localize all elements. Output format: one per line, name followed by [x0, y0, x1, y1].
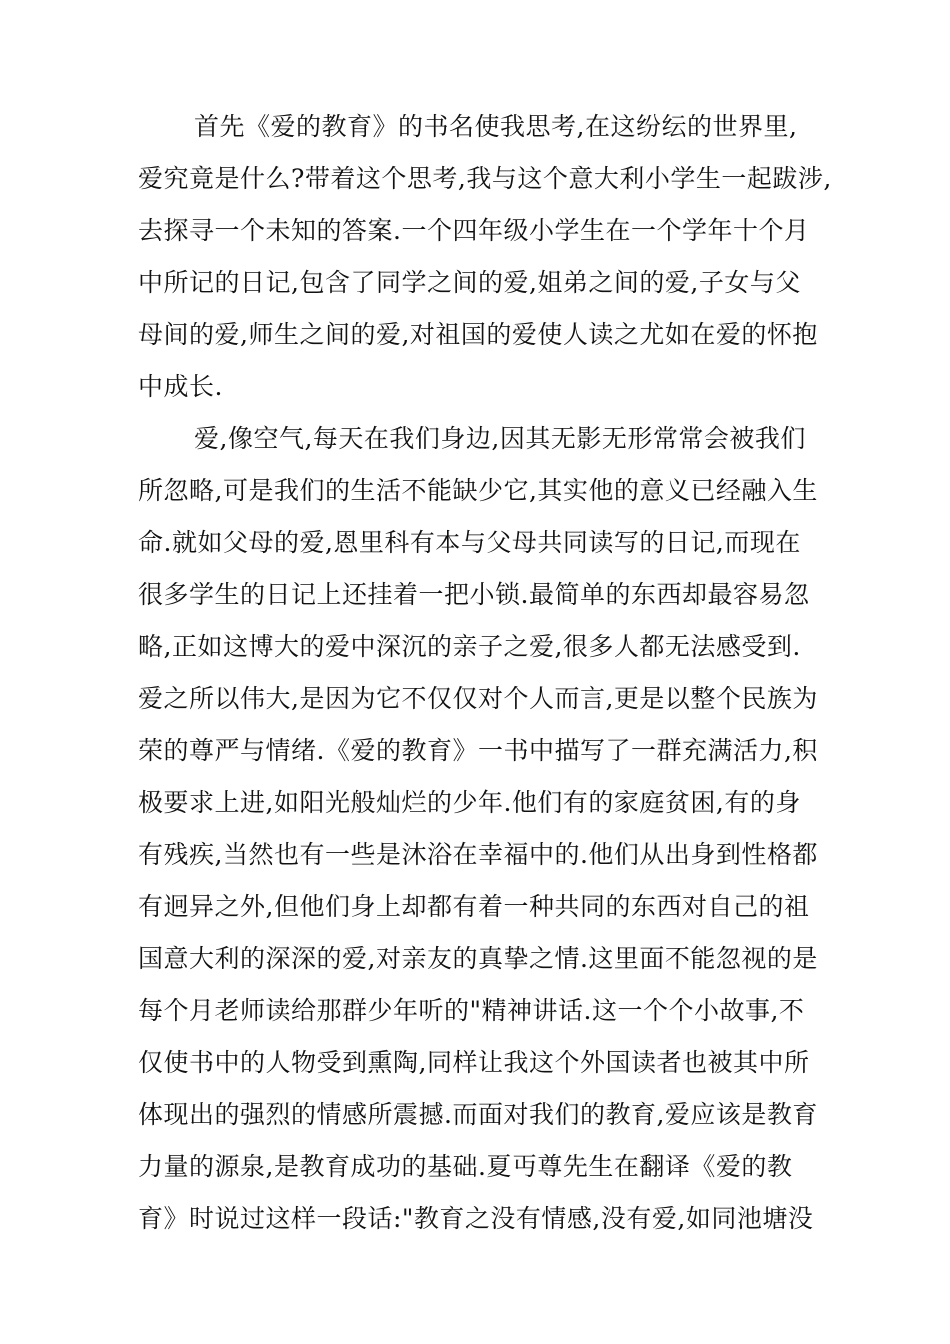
- text-line: 极要求上进,如阳光般灿烂的少年.他们有的家庭贫困,有的身: [138, 788, 801, 817]
- text-line: 体现出的强烈的情感所震撼.而面对我们的教育,爱应该是教育: [138, 1100, 818, 1129]
- document-body: [138, 101, 838, 1245]
- text-line: 中所记的日记,包含了同学之间的爱,姐弟之间的爱,子女与父: [138, 268, 801, 297]
- text-line: 育》时说过这样一段话:"教育之没有情感,没有爱,如同池塘没: [138, 1204, 814, 1233]
- text-line: 爱究竟是什么?带着这个思考,我与这个意大利小学生一起跋涉,: [138, 164, 832, 193]
- text-line: 中成长.: [138, 372, 223, 401]
- text-line: 仅使书中的人物受到熏陶,同样让我这个外国读者也被其中所: [138, 1048, 810, 1077]
- text-line: 爱,像空气,每天在我们身边,因其无影无形常常会被我们: [194, 424, 806, 453]
- text-line: 有迥异之外,但他们身上却都有着一种共同的东西对自己的祖: [138, 892, 810, 921]
- text-line: 命.就如父母的爱,恩里科有本与父母共同读写的日记,而现在: [138, 528, 801, 557]
- text-line: 力量的源泉,是教育成功的基础.夏丏尊先生在翻译《爱的教: [138, 1152, 793, 1181]
- paragraph-1: [138, 101, 838, 413]
- text-line: 母间的爱,师生之间的爱,对祖国的爱使人读之尤如在爱的怀抱: [138, 320, 818, 349]
- text-line: 去探寻一个未知的答案.一个四年级小学生在一个学年十个月: [138, 216, 810, 245]
- paragraph-2: [138, 413, 838, 1245]
- text-line: 每个月老师读给那群少年听的"精神讲话.这一个个小故事,不: [138, 996, 805, 1025]
- text-line: 所忽略,可是我们的生活不能缺少它,其实他的意义已经融入生: [138, 476, 818, 505]
- text-line: 荣的尊严与情绪.《爱的教育》一书中描写了一群充满活力,积: [138, 736, 818, 765]
- text-line: 很多学生的日记上还挂着一把小锁.最简单的东西却最容易忽: [138, 580, 810, 609]
- text-line: 国意大利的深深的爱,对亲友的真挚之情.这里面不能忽视的是: [138, 944, 818, 973]
- text-line: 有残疾,当然也有一些是沐浴在幸福中的.他们从出身到性格都: [138, 840, 818, 869]
- text-line: 爱之所以伟大,是因为它不仅仅对个人而言,更是以整个民族为: [138, 684, 818, 713]
- text-line: 首先《爱的教育》的书名使我思考,在这纷纭的世界里,: [194, 112, 798, 141]
- text-line: 略,正如这博大的爱中深沉的亲子之爱,很多人都无法感受到.: [138, 632, 801, 661]
